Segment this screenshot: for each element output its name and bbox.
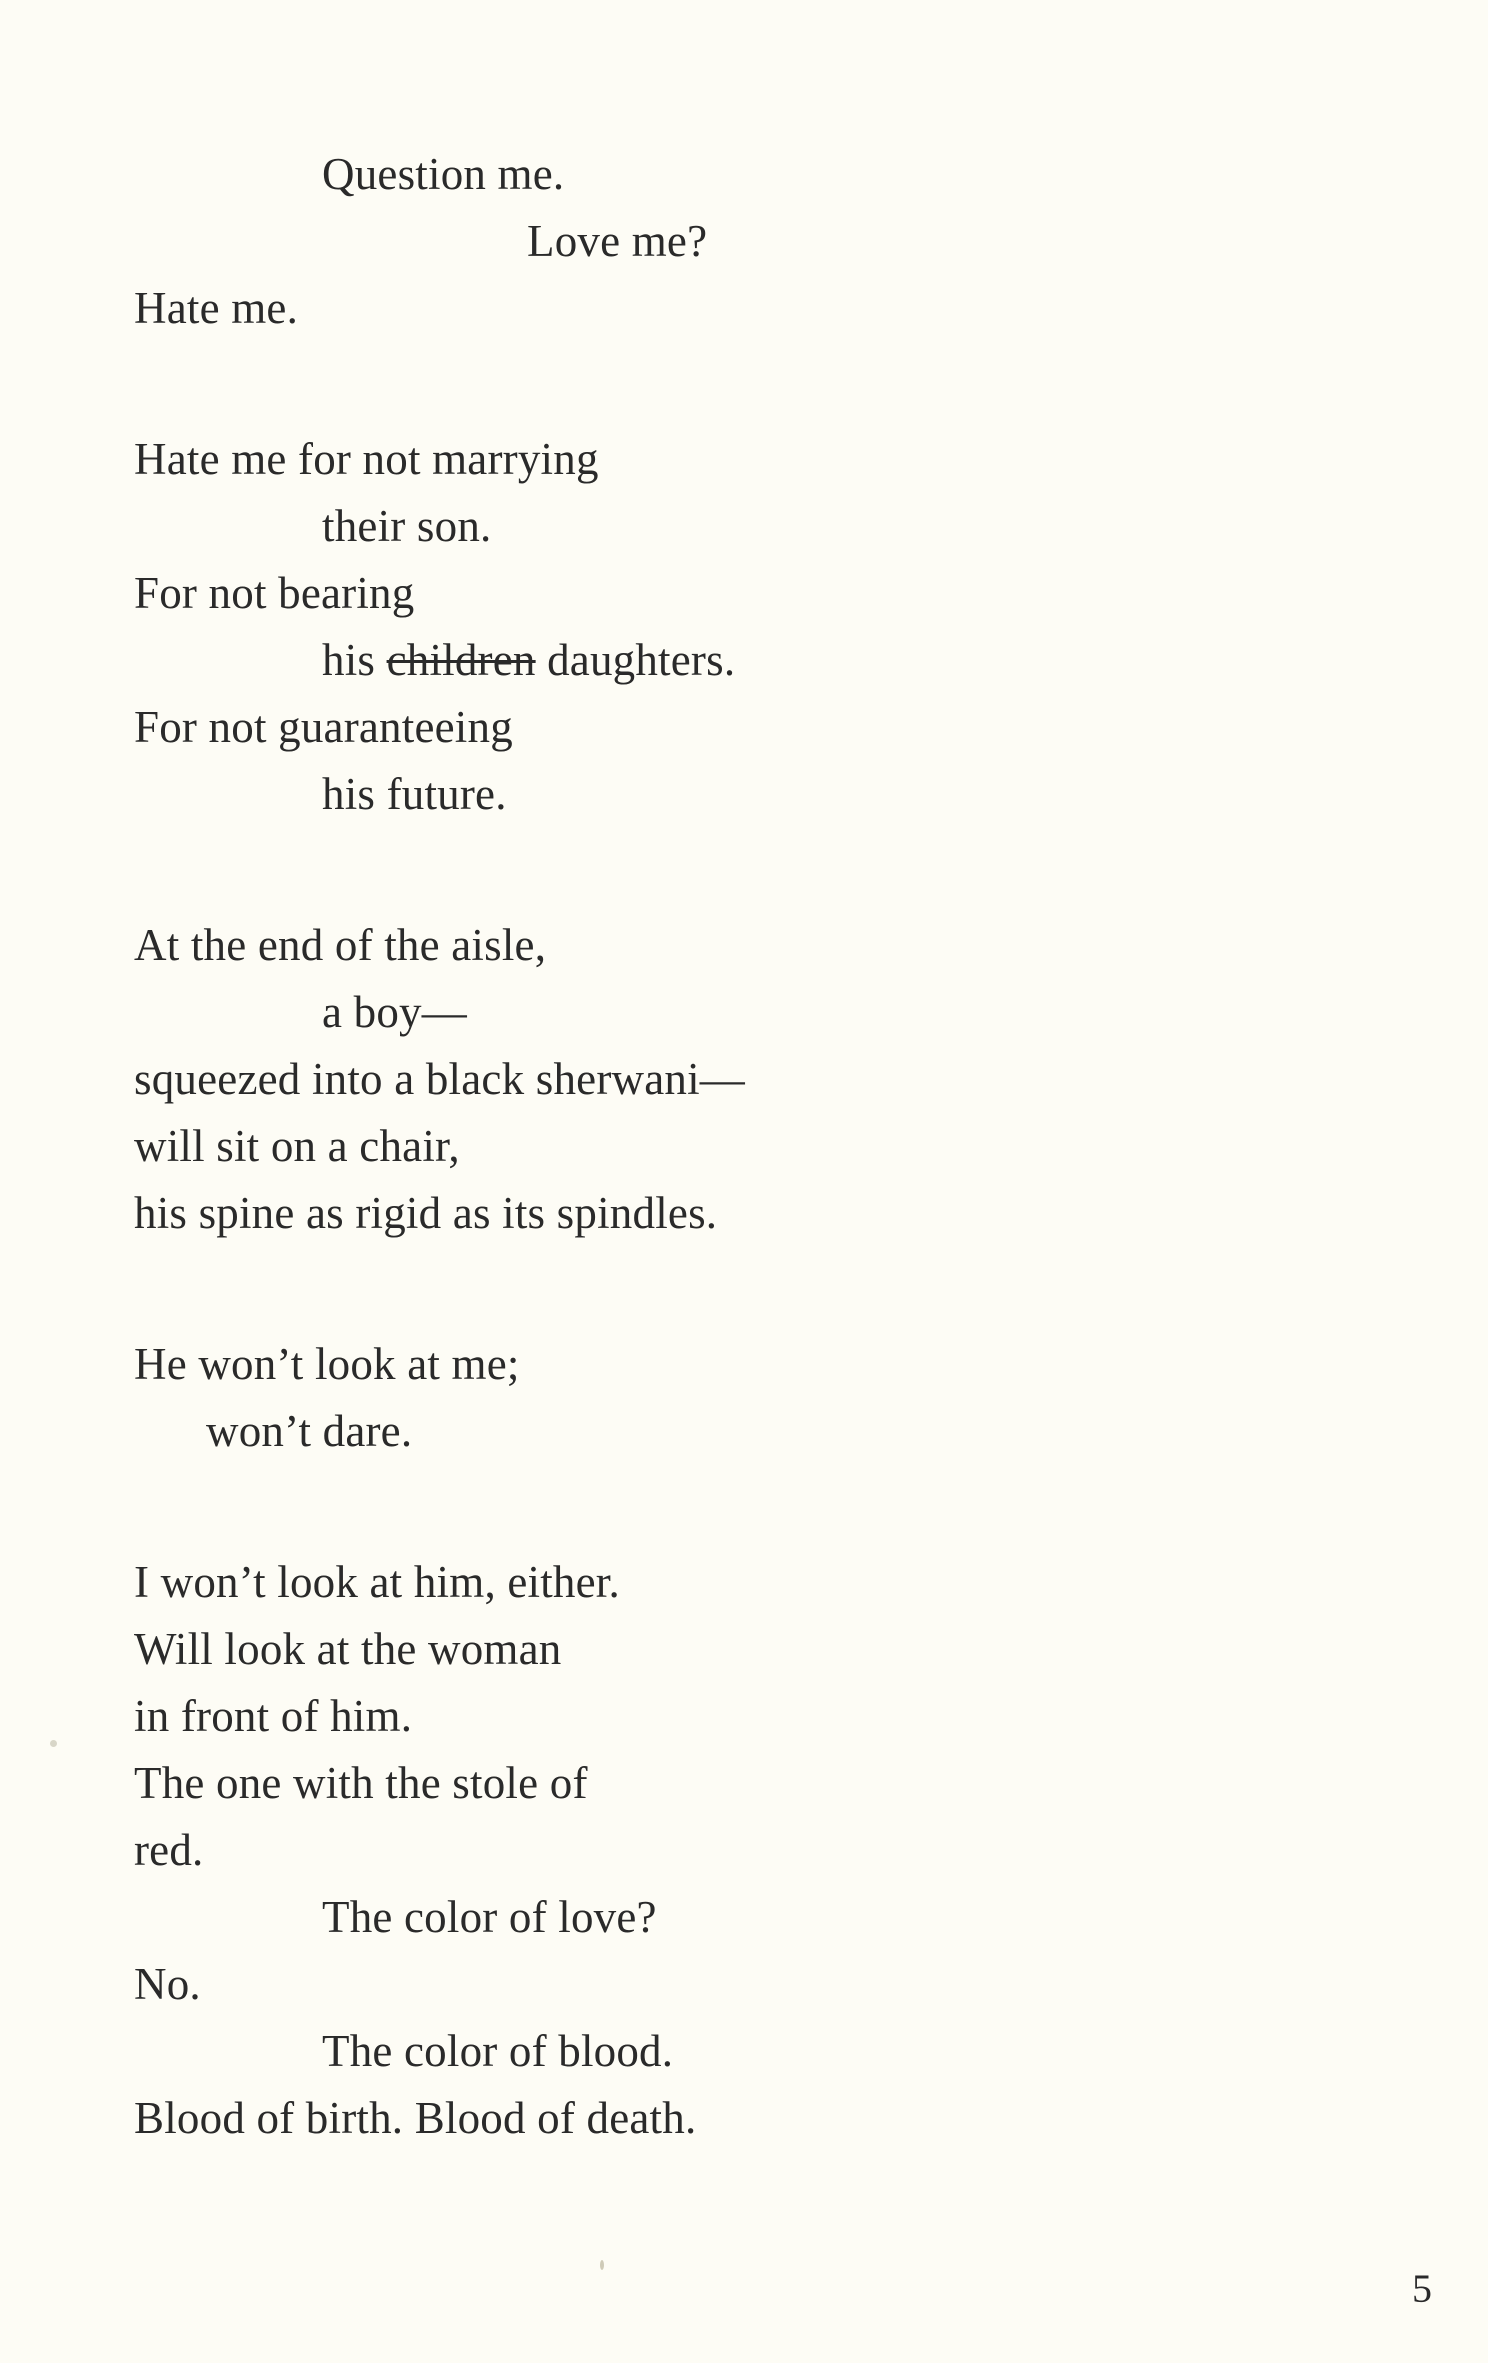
poem-line: At the end of the aisle, [134,920,547,970]
poem-line: won’t dare. [206,1406,413,1456]
poem-line: a boy— [322,987,467,1037]
poem-line: will sit on a chair, [134,1121,460,1171]
poem-line: squeezed into a black sherwani— [134,1054,745,1104]
poem-line: The color of love? [322,1892,657,1942]
poem-line: his future. [322,769,507,819]
poem-line: For not bearing [134,568,415,618]
poem-line: I won’t look at him, either. [134,1557,620,1607]
poem-line: Question me. [322,149,565,199]
poem-line: He won’t look at me; [134,1339,520,1389]
line-prefix: his [322,635,376,685]
poem-line: red. [134,1825,204,1875]
page-number: 5 [1412,2266,1432,2311]
poem-line: No. [134,1959,201,2009]
poem-line: Love me? [527,216,708,266]
replacement-word: daughters. [547,635,736,685]
scan-speck [50,1740,57,1747]
poem-line: their son. [322,501,492,551]
poem-line: For not guaranteeing [134,702,513,752]
poem-line: his spine as rigid as its spindles. [134,1188,718,1238]
poem-line-with-strikethrough [322,632,735,688]
poem-line: Hate me. [134,283,299,333]
poem-line: Blood of birth. Blood of death. [134,2093,697,2143]
poem-line: Hate me for not marrying [134,434,599,484]
poem-line: in front of him. [134,1691,413,1741]
poem-line: Will look at the woman [134,1624,562,1674]
scan-speck [600,2260,604,2270]
poem-line: The one with the stole of [134,1758,588,1808]
poem-line: The color of blood. [322,2026,674,2076]
struck-word: children [386,635,536,685]
